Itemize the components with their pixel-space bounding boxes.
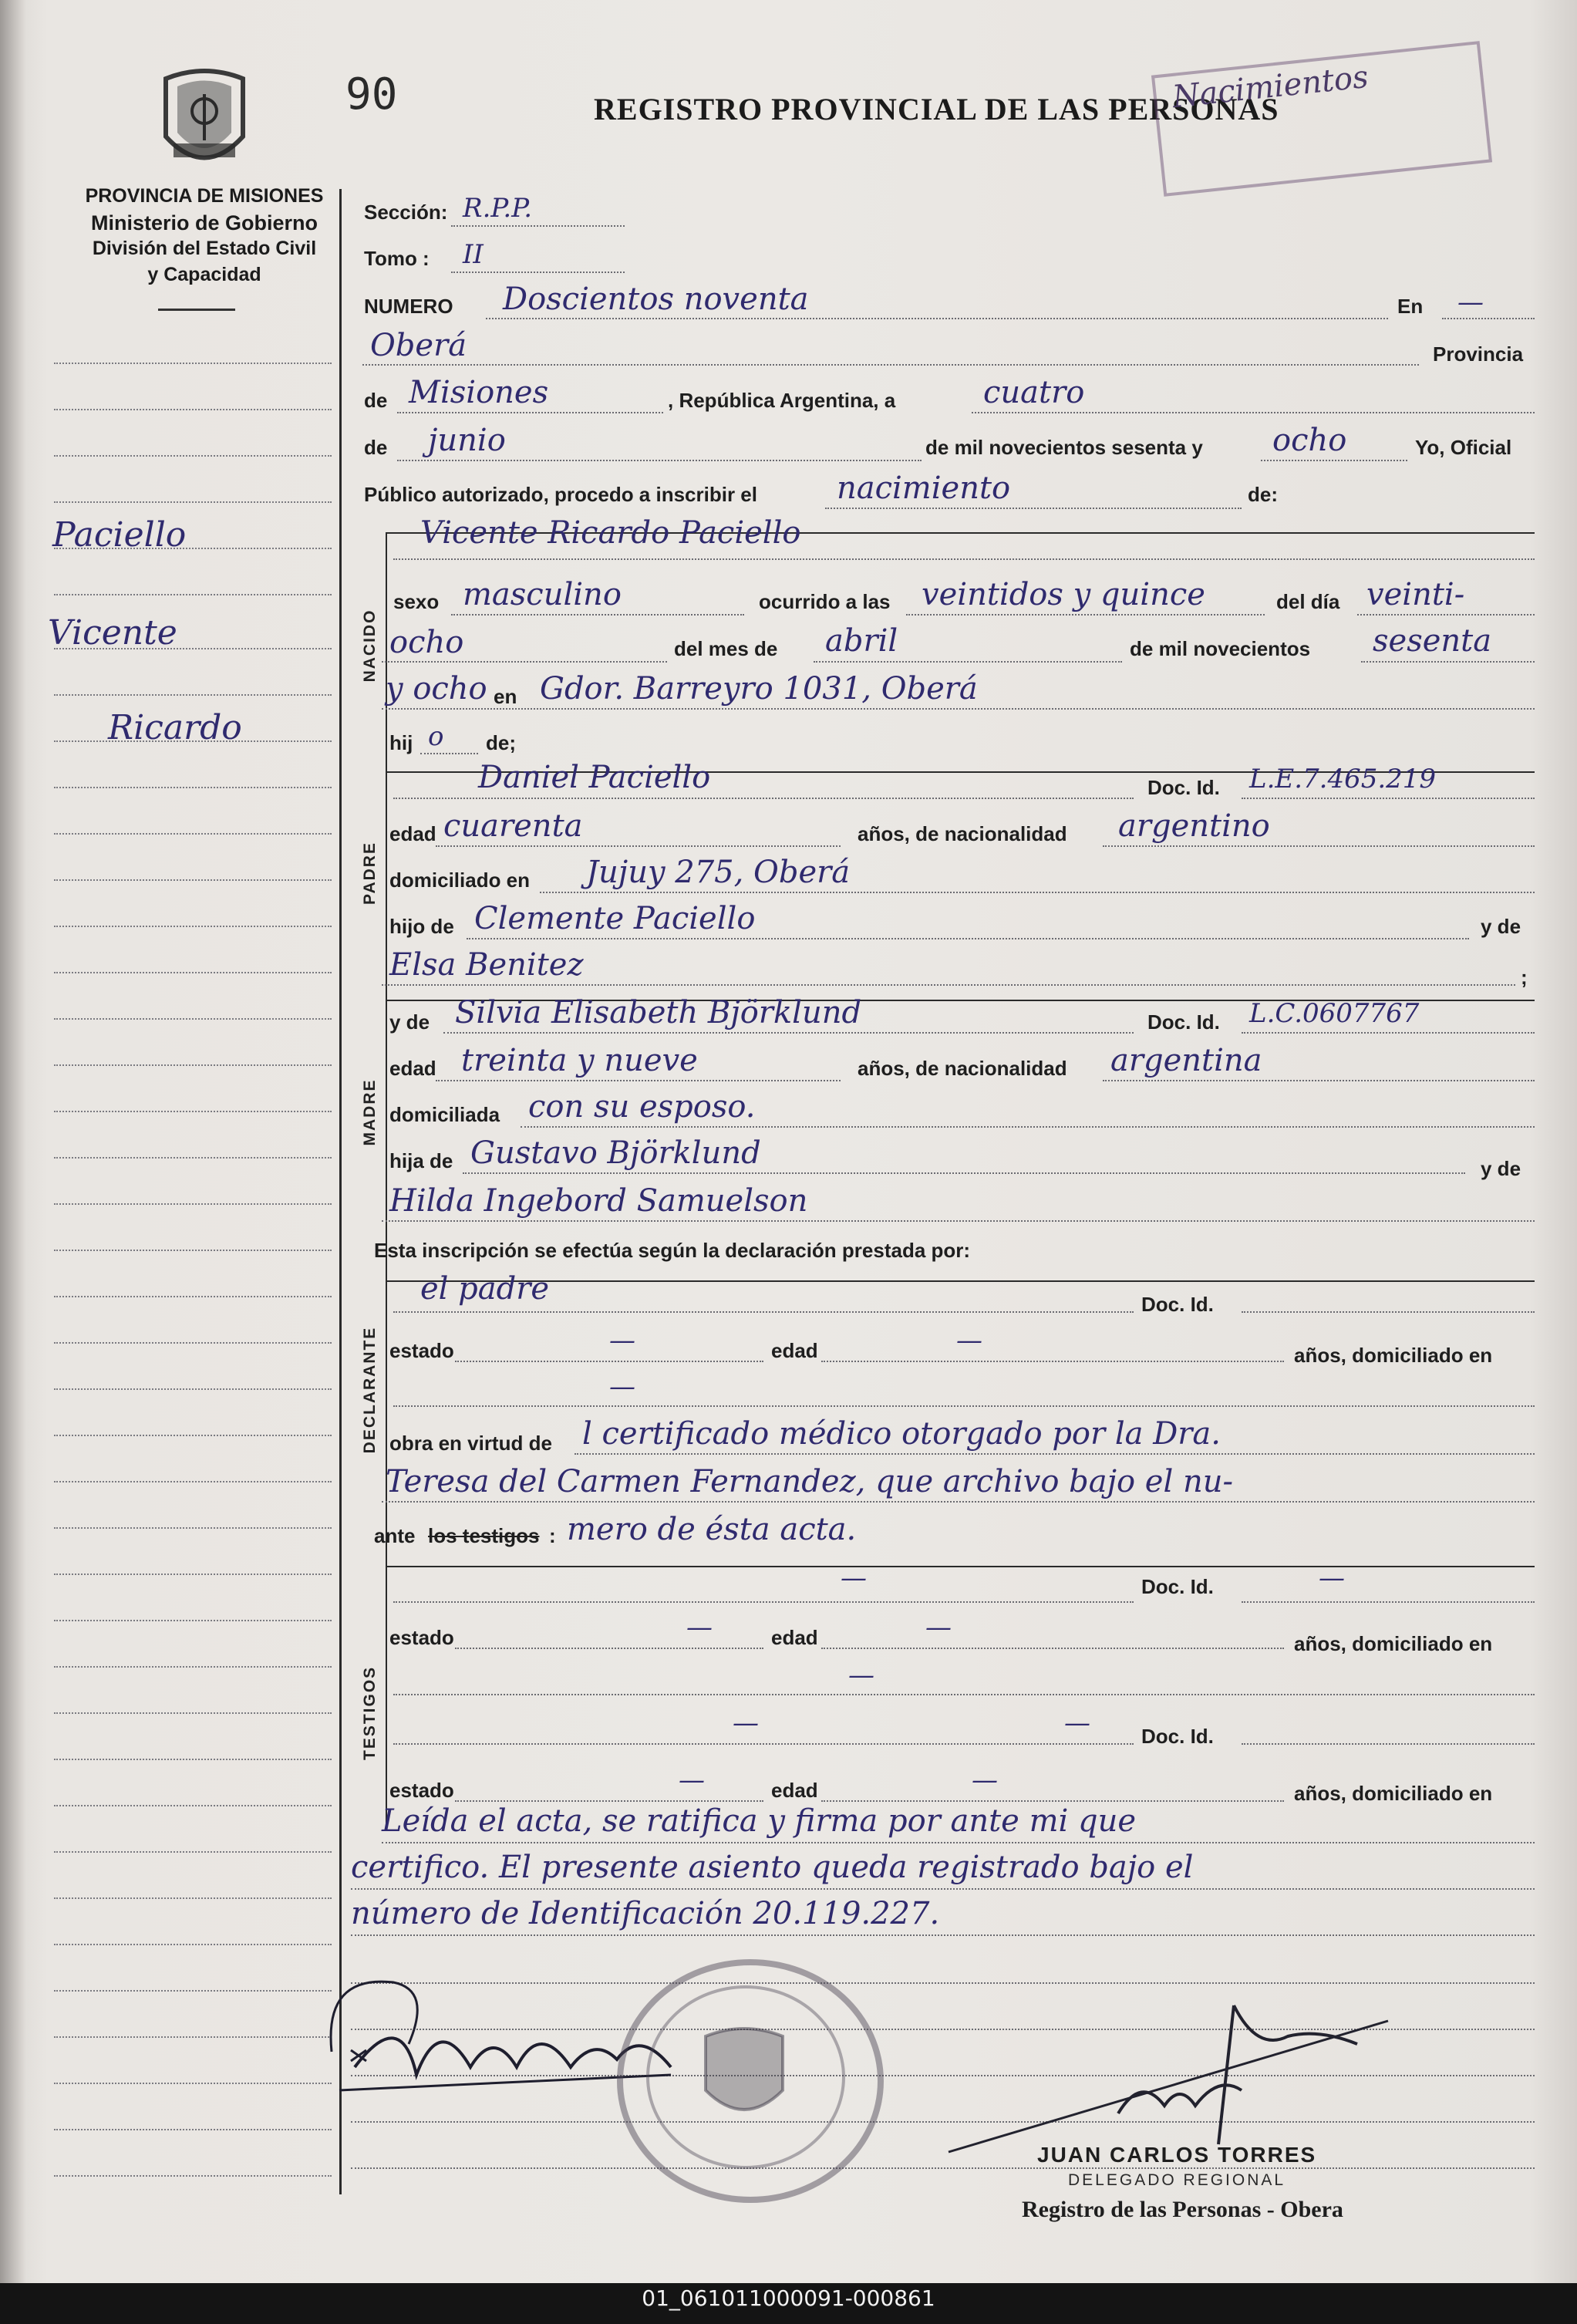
value-declarante-dom: —	[609, 1371, 635, 1402]
label-testigo2-doc: Doc. Id.	[1141, 1725, 1214, 1748]
value-anio-inscripcion: ocho	[1272, 423, 1347, 458]
official-name: JUAN CARLOS TORRES	[1037, 2143, 1317, 2167]
value-testigo1-nombre: —	[841, 1563, 867, 1594]
label-madre-y-de: y de	[389, 1010, 430, 1034]
value-testigo1-doc: —	[1319, 1563, 1345, 1594]
label-sexo: sexo	[393, 590, 440, 613]
label-padre-hijo-de: hijo de	[389, 915, 454, 938]
label-republica: , República Argentina, a	[668, 389, 896, 412]
binding-edge	[0, 0, 26, 2283]
value-lugar-nac: Gdor. Barreyro 1031, Oberá	[540, 671, 978, 707]
seal-emblem-icon	[690, 2021, 798, 2129]
value-acto: nacimiento	[837, 471, 1011, 506]
value-testigo2-doc: —	[1064, 1708, 1090, 1739]
label-madre-y-de-2: y de	[1481, 1157, 1521, 1180]
label-de-mil: de mil novecientos	[1130, 637, 1311, 660]
value-mes-nac: abril	[825, 623, 898, 659]
label-del-mes: del mes de	[674, 637, 778, 660]
value-madre-edad: treinta y nueve	[461, 1043, 698, 1078]
label-obra: obra en virtud de	[389, 1432, 552, 1455]
value-dia-nac-1: veinti-	[1366, 577, 1465, 612]
left-header-rule	[158, 309, 235, 311]
label-testigo1-estado: estado	[389, 1626, 454, 1649]
value-nombre: Vicente Ricardo Paciello	[420, 515, 801, 551]
label-padre-doc: Doc. Id.	[1147, 776, 1220, 799]
official-office: Registro de las Personas - Obera	[1022, 2197, 1343, 2222]
top-stamp-handwriting: Nacimientos	[1171, 59, 1370, 116]
left-header-line-4: y Capacidad	[147, 264, 261, 285]
value-mes-inscripcion: junio	[428, 423, 506, 458]
label-yo-oficial: Yo, Oficial	[1415, 436, 1512, 459]
margin-note-first-name: Vicente	[48, 613, 177, 653]
side-label-nacido: NACIDO	[361, 609, 379, 683]
label-de-2: de	[364, 436, 388, 459]
label-provincia: Provincia	[1433, 342, 1524, 366]
margin-note-middle-name: Ricardo	[108, 708, 242, 747]
section-inner-border	[386, 532, 387, 1828]
left-header-line-1: PROVINCIA DE MISIONES	[85, 185, 324, 207]
value-abuela-paterna: Elsa Benitez	[389, 947, 584, 983]
value-declarante: el padre	[420, 1271, 550, 1307]
value-anio-nac-1: sesenta	[1373, 623, 1492, 659]
label-declarante-doc: Doc. Id.	[1141, 1293, 1214, 1316]
frame-left-border	[339, 189, 342, 2194]
value-abuela-materna: Hilda Ingebord Samuelson	[389, 1183, 808, 1219]
label-padre-nacionalidad: años, de nacionalidad	[858, 822, 1067, 845]
value-localidad: Oberá	[370, 328, 467, 363]
label-del-dia: del día	[1276, 590, 1340, 613]
label-declarante-estado: estado	[389, 1339, 454, 1362]
value-testigo2-nombre: —	[733, 1708, 759, 1739]
label-semicolon: ;	[1521, 966, 1528, 989]
label-en-2: en	[494, 685, 517, 708]
value-obra-linea2: Teresa del Carmen Fernandez, que archivo bajo el nu-	[386, 1464, 1234, 1499]
value-padre-edad: cuarenta	[443, 808, 583, 844]
value-anio-nac-2: y ocho	[386, 671, 487, 707]
label-madre-hija-de: hija de	[389, 1149, 453, 1172]
value-numero: Doscientos noventa	[503, 282, 809, 317]
value-padre-doc: L.E.7.465.219	[1249, 764, 1437, 794]
side-label-declarante: DECLARANTE	[361, 1326, 379, 1454]
value-provincia: Misiones	[409, 375, 549, 410]
value-abuelo-paterno: Clemente Paciello	[474, 901, 756, 936]
left-header-line-3: División del Estado Civil	[92, 238, 317, 259]
label-declarante-edad: edad	[771, 1339, 818, 1362]
value-padre-nacionalidad: argentino	[1118, 808, 1270, 844]
side-label-testigos: TESTIGOS	[361, 1665, 379, 1760]
value-hijo-suffix: o	[428, 721, 444, 752]
label-testigo1-anos: años, domiciliado en	[1294, 1632, 1493, 1655]
coat-of-arms-icon	[150, 63, 258, 179]
label-testigos-struck: los testigos	[428, 1524, 540, 1547]
value-madre-domicilio: con su esposo.	[528, 1089, 756, 1125]
value-hora: veintidos y quince	[922, 577, 1205, 612]
label-numero: NUMERO	[364, 295, 453, 318]
closing-line-3: número de Identificación 20.119.227.	[351, 1896, 940, 1931]
value-abuelo-materno: Gustavo Björklund	[470, 1135, 761, 1171]
value-testigo1-dom: —	[848, 1660, 874, 1691]
value-madre-nacionalidad: argentina	[1110, 1043, 1262, 1078]
label-madre-doc: Doc. Id.	[1147, 1010, 1220, 1034]
value-obra-linea1: l certificado médico otorgado por la Dra.	[582, 1416, 1221, 1452]
value-testigo1-estado: —	[686, 1612, 713, 1643]
value-testigo2-estado: —	[679, 1765, 705, 1796]
label-hijo: hij	[389, 731, 413, 754]
value-seccion: R.P.P.	[463, 193, 532, 224]
value-tomo: II	[463, 239, 484, 270]
label-padre-edad: edad	[389, 822, 436, 845]
label-de-colon: de:	[1248, 483, 1278, 506]
label-testigo1-edad: edad	[771, 1626, 818, 1649]
side-label-madre: MADRE	[361, 1078, 379, 1146]
label-testigo2-anos: años, domiciliado en	[1294, 1782, 1493, 1805]
label-tomo: Tomo :	[364, 247, 430, 270]
official-role: DELEGADO REGIONAL	[1068, 2171, 1286, 2189]
page-number: 90	[345, 69, 398, 120]
label-ante: ante	[374, 1524, 416, 1547]
label-testigo2-edad: edad	[771, 1779, 818, 1802]
page-title: REGISTRO PROVINCIAL DE LAS PERSONAS	[594, 92, 1279, 126]
label-colon: :	[549, 1524, 556, 1547]
value-madre-doc: L.C.0607767	[1249, 998, 1420, 1029]
label-inscripcion: Esta inscripción se efectúa según la declaración prestada por:	[374, 1239, 971, 1262]
label-ocurrido: ocurrido a las	[759, 590, 891, 613]
label-seccion: Sección:	[364, 201, 448, 224]
value-testigo1-edad: —	[925, 1612, 952, 1643]
value-declarante-edad: —	[956, 1325, 982, 1356]
value-sexo: masculino	[463, 577, 622, 612]
left-header-line-2: Ministerio de Gobierno	[90, 211, 318, 234]
side-label-padre: PADRE	[361, 842, 379, 905]
value-padre-domicilio: Jujuy 275, Oberá	[586, 855, 851, 890]
value-testigo2-edad: —	[972, 1765, 998, 1796]
value-en: —	[1457, 287, 1484, 318]
label-testigo2-estado: estado	[389, 1779, 454, 1802]
value-dia-inscripcion: cuatro	[983, 375, 1085, 410]
label-publico: Público autorizado, procedo a inscribir el	[364, 483, 757, 506]
label-padre-domicilio: domiciliado en	[389, 869, 531, 892]
value-declarante-estado: —	[609, 1325, 635, 1356]
value-dia-nac-2: ocho	[389, 625, 464, 660]
label-declarante-anos: años, domiciliado en	[1294, 1344, 1493, 1367]
label-mil-sesenta: de mil novecientos sesenta y	[925, 436, 1203, 459]
value-padre-nombre: Daniel Paciello	[478, 760, 711, 795]
label-madre-domicilio: domiciliada	[389, 1103, 500, 1126]
scan-filename: 01_061011000091-000861	[642, 2285, 935, 2311]
margin-note-surname: Paciello	[52, 515, 187, 555]
label-madre-nacionalidad: años, de nacionalidad	[858, 1057, 1067, 1080]
label-en: En	[1397, 295, 1424, 318]
value-obra-linea3: mero de ésta acta.	[567, 1512, 857, 1547]
label-de-semicolon: de;	[486, 731, 516, 754]
closing-line-1: Leída el acta, se ratifica y firma por ante mi que	[382, 1803, 1137, 1839]
value-madre-nombre: Silvia Elisabeth Björklund	[455, 995, 862, 1030]
closing-line-2: certifico. El presente asiento queda registrado bajo el	[351, 1850, 1194, 1885]
label-de: de	[364, 389, 388, 412]
label-padre-y-de: y de	[1481, 915, 1521, 938]
label-testigo1-doc: Doc. Id.	[1141, 1575, 1214, 1598]
label-madre-edad: edad	[389, 1057, 436, 1080]
